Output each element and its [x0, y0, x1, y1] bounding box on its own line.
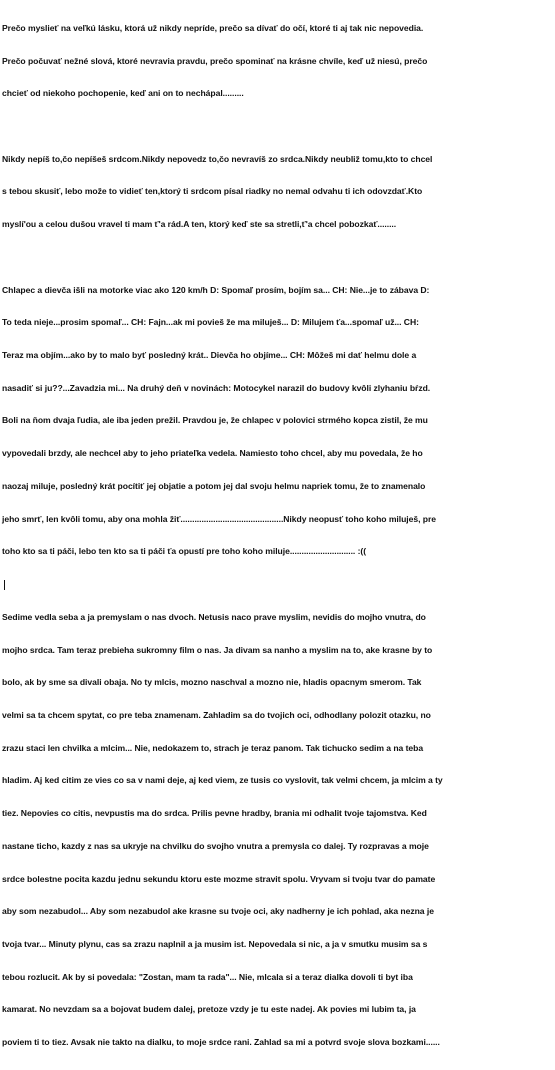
text-line: nastane ticho, kazdy z nas sa ukryje na chvilku do svojho vnutra a premysla co dalej. Ty rozpravas a moje	[2, 840, 429, 851]
text-line: Chlapec a dievča išli na motorke viac ako 120 km/h D: Spomaľ prosím, bojím sa... CH: Nie...je to zábava D:	[2, 284, 430, 295]
paragraph-gap	[2, 121, 554, 132]
text-line: Boli na ňom dvaja ľudia, ale iba jeden prežil. Pravdou je, že chlapec v polovici strmého kopca zistil, že mu	[2, 415, 428, 426]
text-cursor-divider	[4, 580, 5, 590]
text-line: srdce bolestne pocita kazdu jednu sekundu ktoru este mozme stravit spolu. Vryvam si tvoju tvar do pamate	[2, 873, 436, 884]
text-line: poviem ti to tiez. Avsak nie takto na dialku, to moje srdce rani. Zahlad sa mi a potvrd svoje slova bozkami......	[2, 1037, 440, 1048]
text-line: jeho smrť, len kvôli tomu, aby ona mohla žiť............................................Nikdy neopusť toho koho miluješ, pre	[2, 513, 437, 524]
text-line: naozaj miluje, posledný krát pocítiť jej objatie a potom jej dal svoju helmu napriek tomu, že to znamenalo	[2, 480, 426, 491]
text-line: aby som nezabudol... Aby som nezabudol ake krasne su tvoje oci, aky nadherny je ich pohlad, aka nezna je	[2, 906, 434, 917]
text-line: myslí'ou a celou dušou vravel ti mam ť'a rád.A ten, ktorý keď ste sa stretli,ť'a chcel pobozkať........	[2, 219, 397, 230]
text-line: tiez. Nepovies co citis, nevpustis ma do srdca. Prilis pevne hradby, brania mi odhalit tvoje tajomstva. Ked	[2, 808, 427, 819]
text-line: nasadiť si ju??...Zavadzia mi... Na druhý deň v novinách: Motocykel narazil do budovy kvôli zlyhaniu bŕzd.	[2, 382, 431, 393]
paragraph-1	[2, 1, 554, 121]
document-body	[2, 1, 554, 1070]
text-line: tvoja tvar... Minuty plynu, cas sa zrazu naplnil a ja musim ist. Nepovedala si nic, a ja v smutku musim sa s	[2, 939, 428, 949]
text-line: bolo, ak by sme sa divali obaja. No ty mlcis, mozno naschval a mozno nie, hladis opacnym smerom. Tak	[2, 677, 422, 688]
text-line: Prečo počuvať nežné slová, ktoré nevravia pravdu, prečo spominať na krásne chvíle, keď už niesú, prečo	[2, 55, 428, 66]
text-line: vypovedali brzdy, ale nechcel aby to jeho priateľka vedela. Namiesto toho chcel, aby mu povedala, že ho	[2, 448, 423, 459]
text-line: Nikdy nepíš to,čo nepíšeš srdcom.Nikdy nepovedz to,čo nevravíš zo srdca.Nikdy neubliž tomu,kto to chcel	[2, 153, 433, 164]
paragraph-gap	[2, 252, 554, 263]
paragraph-2	[2, 132, 554, 252]
text-line: Sedime vedla seba a ja premyslam o nas dvoch. Netusis naco prave myslim, nevidis do mojho vnutra, do	[2, 611, 426, 622]
text-line: toho kto sa ti páči, lebo ten kto sa ti páči ťa opustí pre toho koho miluje............................ :((	[2, 546, 367, 557]
text-line: Prečo myslieť na veľkú lásku, ktorá už nikdy nepríde, prečo sa dívať do očí, ktoré ti aj tak nic nepovedia.	[2, 22, 424, 33]
text-line: chcieť od niekoho pochopenie, keď ani on to nechápal.........	[2, 88, 244, 99]
paragraph-4	[2, 590, 554, 1070]
text-line: Teraz ma objím...ako by to malo byť posledný krát.. Dievča ho objíme... CH: Môžeš mi dať helmu dole a	[2, 349, 417, 360]
text-line: To teda nieje...prosim spomaľ... CH: Fajn...ak mi povieš že ma miluješ... D: Milujem ťa...spomaľ už... CH:	[2, 317, 419, 328]
text-line: hladim. Aj ked citim ze vies co sa v nami deje, aj ked viem, ze tusis co vyslovit, tak velmi chcem, ja mlcim a ty	[2, 775, 443, 786]
text-line: kamarat. No nevzdam sa a bojovat budem dalej, pretoze vzdy je tu este nadej. Ak povies mi lubim ta, ja	[2, 1004, 416, 1015]
text-line: s tebou skusiť, lebo može to vidieť ten,ktorý ti srdcom písal riadky no nemal odvahu ti ich odovzdať.Kto	[2, 186, 423, 197]
paragraph-3	[2, 263, 554, 579]
text-line: zrazu staci len chvilka a mlcim... Nie, nedokazem to, strach je teraz panom. Tak tichucko sedim a na teba	[2, 742, 424, 753]
text-line: velmi sa ta chcem spytat, co pre teba znamenam. Zahladim sa do tvojich oci, odhodlany polozit otazku, no	[2, 709, 431, 720]
text-line: tebou rozlucit. Ak by si povedala: "Zostan, mam ta rada"... Nie, mlcala si a teraz dialka dovoli ti byt iba	[2, 971, 413, 982]
text-line: mojho srdca. Tam teraz prebieha sukromny film o nas. Ja divam sa nanho a myslim na to, ake krasne by to	[2, 644, 433, 655]
